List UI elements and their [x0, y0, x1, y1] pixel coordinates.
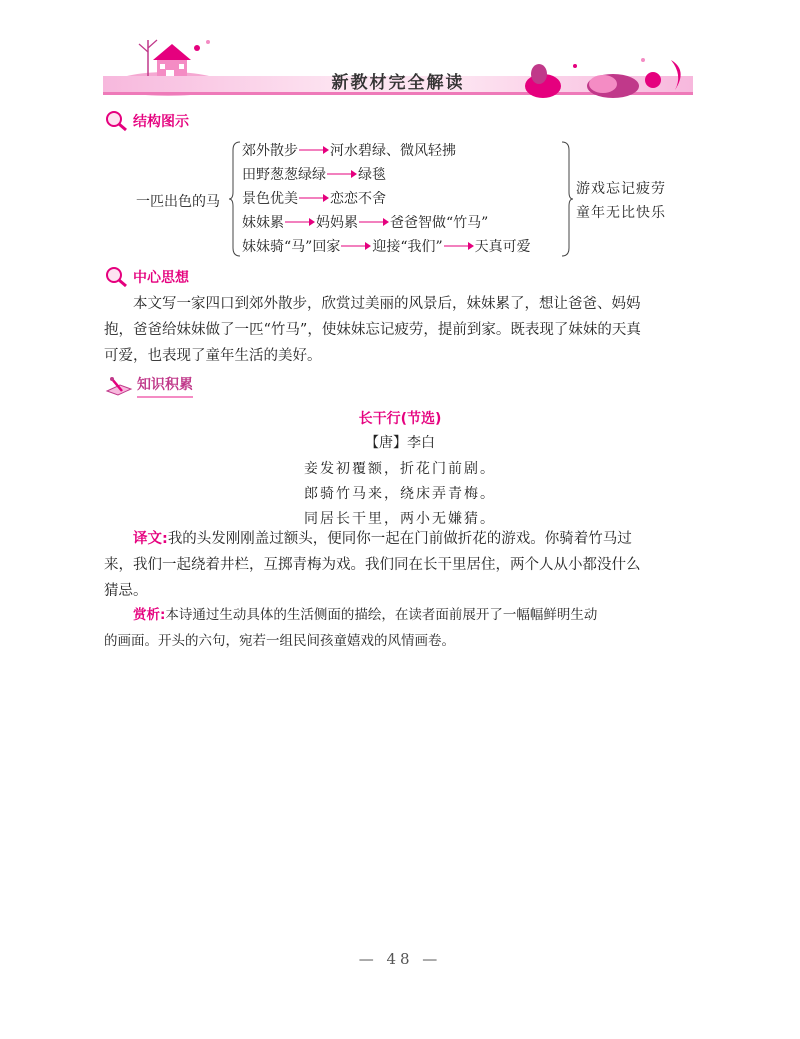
diagram-node: 妹妹骑“马”回家: [242, 239, 341, 255]
header-title: 新教材完全解读: [331, 73, 465, 93]
diagram-node: 爸爸智做“竹马”: [390, 215, 489, 231]
section-heading-knowledge: [104, 374, 193, 398]
arrow-right-icon: [299, 193, 329, 203]
arrow-right-icon: [299, 145, 329, 155]
diagram-node: 河水碧绿、微风轻拂: [330, 143, 456, 159]
arrow-right-icon: [444, 241, 474, 251]
diagram-node: 田野葱葱绿绿: [242, 167, 326, 183]
poem-line: 郎骑竹马来，绕床弄青梅。: [304, 486, 496, 502]
appreciation-label: 赏析:: [133, 607, 166, 623]
book-pen-icon: [104, 375, 134, 397]
translation-line: 来，我们一起绕着井栏，互掷青梅为戏。我们同在长干里居住，两个人从小都没什么: [104, 557, 641, 573]
translation-label: 译文:: [133, 531, 168, 547]
poem-line: 妾发初覆额，折花门前剧。: [304, 461, 496, 477]
flowers-decoration-icon: [503, 50, 693, 100]
diagram-result: 游戏忘记疲劳: [576, 181, 666, 197]
page-number: — 48 —: [358, 950, 442, 968]
diagram-row: [242, 236, 531, 256]
diagram-node: 恋恋不舍: [330, 191, 386, 207]
diagram-main-label: 一匹出色的马: [136, 194, 220, 210]
section-heading-text: 中心思想: [133, 270, 189, 286]
section-heading-structure: [104, 110, 189, 132]
diagram-node: 妈妈累: [316, 215, 358, 231]
diagram-row: [242, 164, 386, 184]
translation-line: 猜忌。: [104, 583, 148, 599]
appreciation-line: [104, 602, 696, 628]
right-brace-icon: [560, 140, 574, 258]
diagram-node: 郊外散步: [242, 143, 298, 159]
central-idea-line: 本文写一家四口到郊外散步，欣赏过美丽的风景后，妹妹累了，想让爸爸、妈妈: [133, 296, 641, 312]
poem-line: 同居长干里，两小无嫌猜。: [304, 511, 496, 527]
magnifier-icon: [104, 266, 130, 288]
magnifier-icon: [104, 110, 130, 132]
translation-text: 我的头发刚刚盖过额头，便同你一起在门前做折花的游戏。你骑着竹马过: [167, 531, 632, 547]
arrow-right-icon: [285, 217, 315, 227]
central-idea-line: 可爱，也表现了童年生活的美好。: [104, 348, 322, 364]
page-header: [103, 30, 693, 106]
arrow-right-icon: [359, 217, 389, 227]
diagram-node: 天真可爱: [474, 239, 531, 255]
diagram-row: [242, 140, 456, 160]
diagram-node: 绿毯: [358, 167, 386, 183]
diagram-row: [242, 212, 488, 232]
section-heading-text: 结构图示: [133, 114, 189, 130]
central-idea-line: 抱，爸爸给妹妹做了一匹“竹马”，使妹妹忘记疲劳，提前到家。既表现了妹妹的天真: [104, 322, 641, 338]
translation-line: [104, 526, 696, 552]
diagram-row: [242, 188, 386, 208]
appreciation-line: 的画面。开头的六句，宛若一组民间孩童嬉戏的风情画卷。: [104, 633, 455, 649]
arrow-right-icon: [327, 169, 357, 179]
appreciation-text: 本诗通过生动具体的生活侧面的描绘，在读者面前展开了一幅幅鲜明生动: [165, 607, 598, 623]
diagram-result: 童年无比快乐: [576, 205, 666, 221]
left-brace-icon: [228, 140, 242, 258]
section-heading-text: 知识积累: [137, 374, 193, 398]
diagram-node: 景色优美: [242, 191, 298, 207]
poem-author: 【唐】李白: [365, 435, 435, 451]
diagram-node: 妹妹累: [242, 215, 284, 231]
diagram-node: 迎接“我们”: [372, 239, 443, 255]
poem-title: 长干行(节选): [358, 411, 442, 427]
arrow-right-icon: [341, 241, 371, 251]
structure-diagram: [100, 138, 700, 263]
section-heading-central: [104, 266, 189, 288]
